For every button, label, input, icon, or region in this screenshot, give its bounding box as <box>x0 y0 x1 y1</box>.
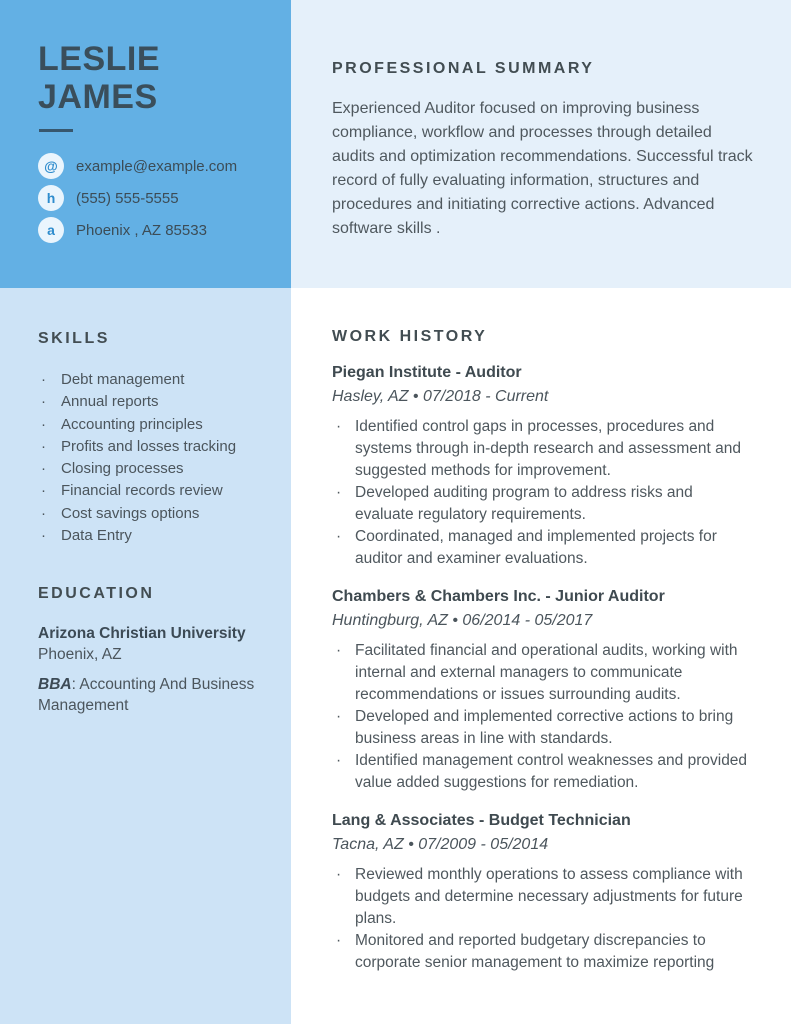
skill-item <box>38 525 267 547</box>
job-bullet-text: Identified control gaps in processes, procedures and systems through in-depth research and assessment and suggested methods for improvement. <box>355 418 741 479</box>
school-location: Phoenix, AZ <box>38 646 122 664</box>
name-divider <box>39 129 73 132</box>
contact-email-text: example@example.com <box>76 157 238 175</box>
education-entry <box>38 623 267 716</box>
contact-item-email <box>38 153 267 179</box>
job-bullets <box>332 416 755 570</box>
skill-item <box>38 391 267 413</box>
skills-list <box>38 369 267 547</box>
job-bullet-text: Developed auditing program to address risks and evaluate regulatory requirements. <box>355 484 693 523</box>
skill-label: Annual reports <box>61 393 159 411</box>
profile-name <box>38 40 267 116</box>
bullet-icon: · <box>41 482 46 500</box>
sidebar <box>0 0 291 1024</box>
job-bullet <box>332 706 755 750</box>
skill-label: Profits and losses tracking <box>61 437 237 455</box>
job-meta: Huntingburg, AZ • 06/2014 - 05/2017 <box>332 612 593 629</box>
bullet-icon: · <box>336 708 342 725</box>
bullet-icon: · <box>336 866 342 883</box>
skill-item <box>38 369 267 391</box>
bullet-icon: · <box>336 932 342 949</box>
skill-label: Cost savings options <box>61 504 200 522</box>
skill-item <box>38 414 267 436</box>
degree <box>38 674 267 716</box>
bullet-icon: · <box>41 437 46 455</box>
job-bullet-text: Developed and implemented corrective actions to bring business areas in line with standards. <box>355 708 734 747</box>
job-entry <box>332 362 755 570</box>
bullet-icon: · <box>336 752 342 769</box>
email-icon: @ <box>38 153 64 179</box>
skill-label: Debt management <box>61 371 185 388</box>
bullet-icon: · <box>41 504 46 522</box>
school-name: Arizona Christian University <box>38 625 246 643</box>
job-title: Chambers & Chambers Inc. - Junior Auditor <box>332 588 665 605</box>
skill-label: Financial records review <box>61 482 223 500</box>
profile-name-last: JAMES <box>38 78 158 116</box>
bullet-icon: · <box>41 393 46 411</box>
skill-label: Closing processes <box>61 460 184 478</box>
job-bullets <box>332 640 755 794</box>
contact-phone-text: (555) 555-5555 <box>76 189 179 207</box>
summary-heading: PROFESSIONAL SUMMARY <box>332 60 595 77</box>
phone-icon: h <box>38 185 64 211</box>
skills-section <box>38 288 267 547</box>
skill-item <box>38 480 267 502</box>
job-meta: Hasley, AZ • 07/2018 - Current <box>332 388 549 405</box>
job-bullet <box>332 930 755 974</box>
work-history-section <box>291 288 791 1024</box>
bullet-icon: · <box>41 527 46 545</box>
contact-list <box>38 153 267 243</box>
skill-item <box>38 436 267 458</box>
job-bullet-text: Identified management control weaknesses and provided value added suggestions for remediation. <box>355 752 748 791</box>
bullet-icon: · <box>41 460 46 478</box>
job-bullet <box>332 482 755 526</box>
education-section <box>38 547 267 716</box>
skill-item <box>38 458 267 480</box>
job-bullet-text: Reviewed monthly operations to assess compliance with budgets and determine necessary adjustments for future plans. <box>355 866 743 927</box>
bullet-icon: · <box>336 642 342 659</box>
summary-section <box>291 0 791 288</box>
job-title: Piegan Institute - Auditor <box>332 364 522 381</box>
profile-name-first: LESLIE <box>38 40 161 78</box>
job-bullet <box>332 864 755 930</box>
main-content <box>291 0 791 1024</box>
job-bullets <box>332 864 755 974</box>
contact-item-phone <box>38 185 267 211</box>
job-bullet-text: Coordinated, managed and implemented projects for auditor and examiner evaluations. <box>355 528 717 567</box>
skills-heading: SKILLS <box>38 330 110 347</box>
address-icon: a <box>38 217 64 243</box>
job-entry <box>332 586 755 794</box>
bullet-icon: · <box>336 484 342 501</box>
bullet-icon: · <box>41 415 46 433</box>
job-bullet <box>332 416 755 482</box>
degree-field: : Accounting And Business Management <box>38 676 255 715</box>
contact-address-text: Phoenix , AZ 85533 <box>76 221 207 239</box>
job-entry <box>332 810 755 974</box>
job-bullet-text: Facilitated financial and operational audits, working with internal and external managers to communicate recommendations or issues surrounding audits. <box>355 642 738 703</box>
contact-item-address <box>38 217 267 243</box>
job-meta: Tacna, AZ • 07/2009 - 05/2014 <box>332 836 549 853</box>
degree-label: BBA <box>38 676 72 694</box>
bullet-icon: · <box>336 528 342 545</box>
bullet-icon: · <box>41 371 46 388</box>
skill-label: Accounting principles <box>61 415 203 433</box>
sidebar-body <box>0 288 291 1024</box>
job-bullet-text: Monitored and reported budgetary discrepancies to corporate senior management to maximize reporting <box>355 932 715 971</box>
education-heading: EDUCATION <box>38 585 155 603</box>
work-history-heading: WORK HISTORY <box>332 328 488 345</box>
skill-label: Data Entry <box>61 527 132 545</box>
sidebar-header <box>0 0 291 288</box>
job-bullet <box>332 750 755 794</box>
job-title: Lang & Associates - Budget Technician <box>332 812 631 829</box>
job-bullet <box>332 640 755 706</box>
job-bullet <box>332 526 755 570</box>
skill-item <box>38 503 267 525</box>
summary-text: Experienced Auditor focused on improving business compliance, workflow and processes through detailed audits and optimization recommendations. Successful track record of fully evaluating information, structures and procedures and initiating corrective actions. Advanced software skills . <box>332 100 753 237</box>
bullet-icon: · <box>336 418 342 435</box>
